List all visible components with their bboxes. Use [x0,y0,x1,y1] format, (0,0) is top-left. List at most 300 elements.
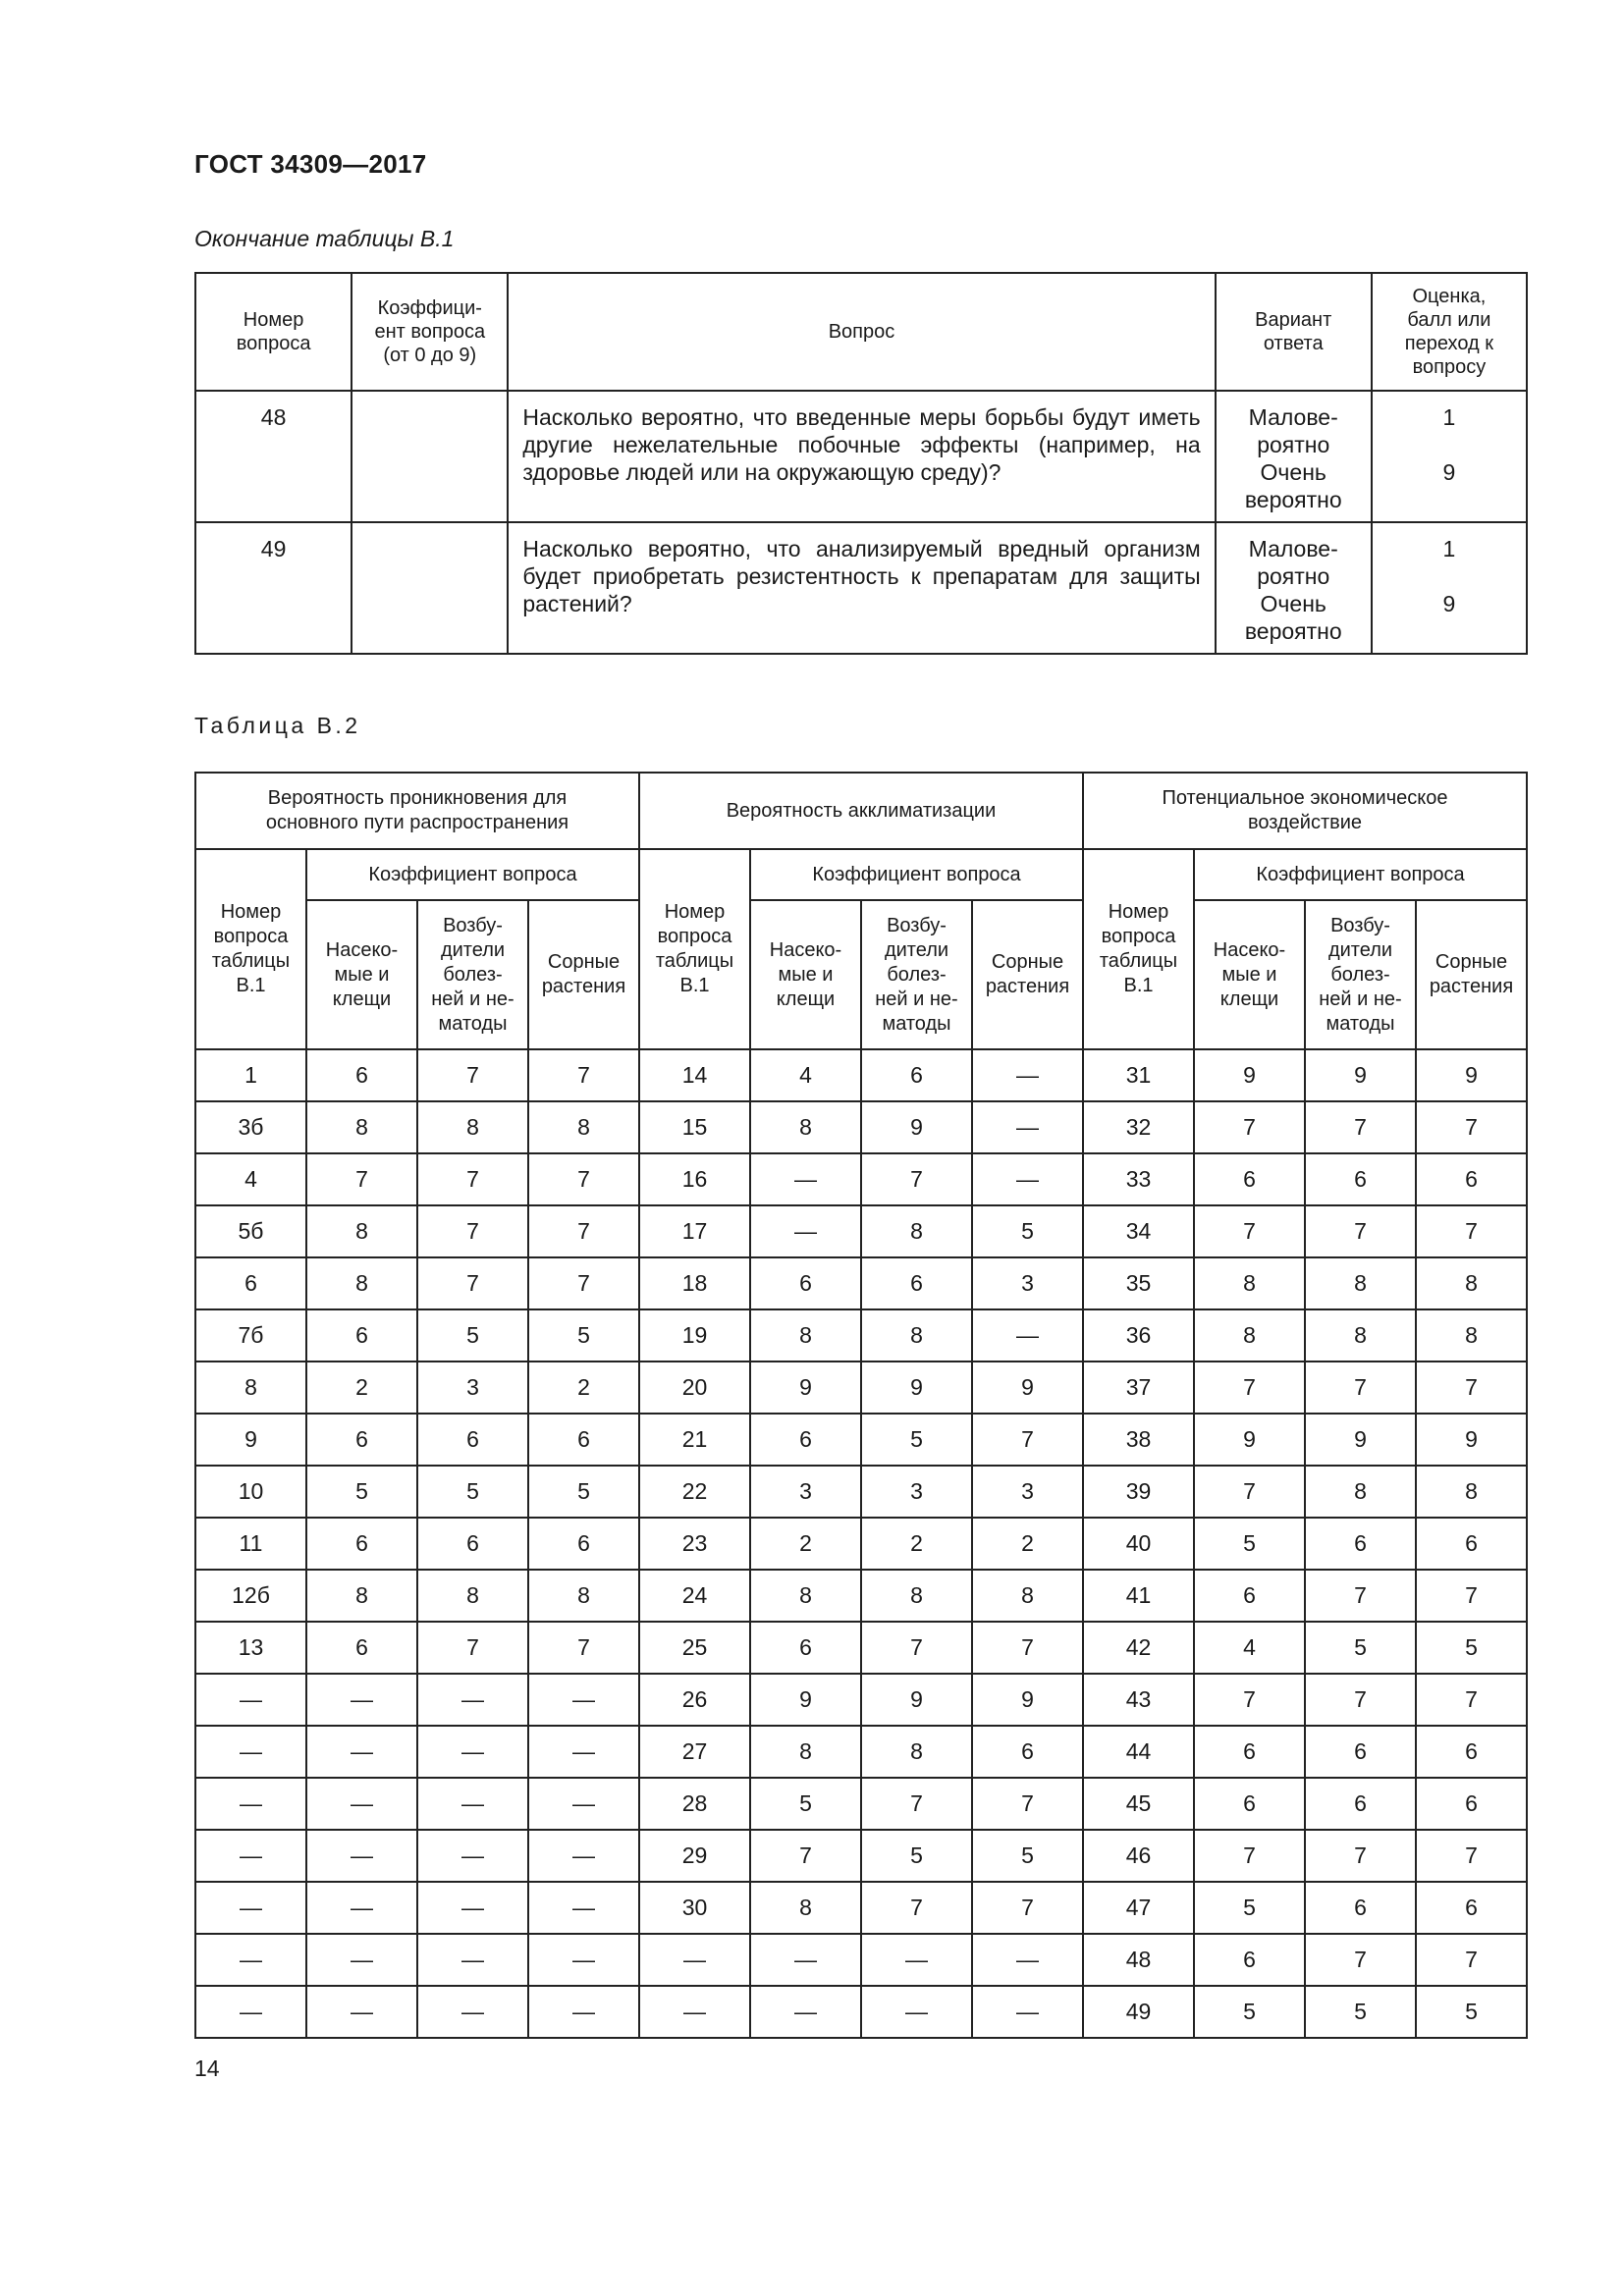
table-cell: — [417,1830,528,1882]
table-cell: 17 [639,1205,750,1257]
table-cell: 8 [417,1570,528,1622]
table-row [195,1674,1527,1726]
table-cell: 7 [972,1622,1083,1674]
table-cell: — [195,1934,306,1986]
table-cell: — [417,1934,528,1986]
table-cell: — [306,1934,417,1986]
table-cell: 5 [972,1830,1083,1882]
table-cell: — [417,1778,528,1830]
table-cell: 30 [639,1882,750,1934]
table-b1-header-cell: Вопрос [508,273,1215,391]
table-cell: 6 [861,1049,972,1101]
table-cell: 23 [639,1518,750,1570]
table-cell: 19 [639,1309,750,1362]
table-cell: 47 [1083,1882,1194,1934]
table-cell: 41 [1083,1570,1194,1622]
table-cell: 13 [195,1622,306,1674]
table-cell: 7 [1194,1101,1305,1153]
table-b2-caption: Таблица В.2 [194,713,361,738]
table-cell: 6 [306,1622,417,1674]
table-cell: — [861,1934,972,1986]
table-cell: 42 [1083,1622,1194,1674]
table-cell: 27 [639,1726,750,1778]
table-cell: 7 [1194,1466,1305,1518]
answer-option: Очень вероятно [1244,591,1342,644]
table-cell: — [639,1934,750,1986]
table-b2-group-header-row [195,773,1527,849]
table-cell: — [195,1778,306,1830]
table-cell: 7 [1416,1674,1527,1726]
score-value: 1 [1442,404,1456,430]
table-cell: 3 [417,1362,528,1414]
score-value: 9 [1442,459,1456,485]
table-cell: 7 [1194,1205,1305,1257]
question-coefficient [352,522,508,654]
table-cell: — [528,1778,639,1830]
table-cell: 6 [1416,1518,1527,1570]
table-row [195,1101,1527,1153]
table-cell: — [750,1986,861,2038]
sub-header-pathogens: Возбу-дители болез-ней и не-матоды [1305,900,1416,1049]
table-cell: 6 [195,1257,306,1309]
table-cell: 4 [195,1153,306,1205]
table-cell: 7б [195,1309,306,1362]
table-cell: — [306,1882,417,1934]
table-cell: 9 [861,1674,972,1726]
table-cell: 24 [639,1570,750,1622]
table-cell: 8 [1194,1257,1305,1309]
table-cell: — [528,1830,639,1882]
table-row [195,1726,1527,1778]
table-cell: 6 [528,1414,639,1466]
coef-header: Коэффициент вопроса [1194,849,1527,900]
table-cell: 5 [306,1466,417,1518]
table-cell: 7 [861,1153,972,1205]
table-cell: 7 [1416,1205,1527,1257]
table-row [195,1257,1527,1309]
table-row [195,1622,1527,1674]
table-row [195,1362,1527,1414]
table-cell: 7 [306,1153,417,1205]
table-cell: — [195,1830,306,1882]
table-cell: 6 [861,1257,972,1309]
table-cell: 2 [861,1518,972,1570]
table-cell: — [417,1726,528,1778]
table-b1-header-cell: Вариант ответа [1216,273,1372,391]
table-cell: — [417,1674,528,1726]
table-cell: 7 [1194,1362,1305,1414]
table-cell: 7 [1416,1101,1527,1153]
table-cell: 2 [750,1518,861,1570]
table-cell: 6 [750,1257,861,1309]
table-row [195,1518,1527,1570]
table-cell: 1 [195,1049,306,1101]
table-cell: 5 [528,1309,639,1362]
table-cell: 5б [195,1205,306,1257]
table-cell: 39 [1083,1466,1194,1518]
group-header-economic-impact: Потенциальное экономическое воздействие [1083,773,1527,849]
table-b2 [194,772,1528,2039]
table-cell: 7 [1305,1362,1416,1414]
table-cell: 8 [1416,1257,1527,1309]
table-cell: 8 [1416,1466,1527,1518]
table-cell: 8 [750,1309,861,1362]
document-header: ГОСТ 34309—2017 [194,149,427,179]
table-cell: 5 [1416,1622,1527,1674]
table-cell: 6 [1416,1153,1527,1205]
question-number: 49 [195,522,352,654]
table-cell: 9 [1416,1414,1527,1466]
table-cell: 6 [1305,1726,1416,1778]
table-row [195,391,1527,522]
table-cell: 7 [1305,1830,1416,1882]
table-cell: 9 [861,1101,972,1153]
table-cell: 6 [750,1414,861,1466]
sub-header-pathogens: Возбу-дители болез-ней и не-матоды [861,900,972,1049]
table-cell: 6 [1305,1882,1416,1934]
table-cell: — [306,1778,417,1830]
table-cell: 8 [306,1101,417,1153]
table-cell: — [195,1882,306,1934]
table-cell: 9 [861,1362,972,1414]
table-cell: 7 [1305,1205,1416,1257]
table-cell: 4 [1194,1622,1305,1674]
page-number: 14 [194,2056,220,2081]
table-cell: 8 [1305,1257,1416,1309]
answer-variants [1216,391,1372,522]
table-cell: 7 [1194,1830,1305,1882]
sub-header-weeds: Сорные растения [528,900,639,1049]
table-cell: 7 [528,1205,639,1257]
table-cell: 6 [1194,1153,1305,1205]
table-cell: — [195,1986,306,2038]
table-cell: 7 [1305,1570,1416,1622]
table-cell: 6 [1416,1726,1527,1778]
table-row [195,1309,1527,1362]
table-row [195,1778,1527,1830]
table-cell: 6 [1194,1570,1305,1622]
table-cell: 38 [1083,1414,1194,1466]
table-cell: 8 [861,1726,972,1778]
table-cell: 46 [1083,1830,1194,1882]
table-cell: — [750,1153,861,1205]
table-cell: 9 [1305,1049,1416,1101]
table-cell: 6 [1194,1778,1305,1830]
table-cell: 7 [972,1414,1083,1466]
table-cell: 5 [417,1309,528,1362]
table-row [195,1934,1527,1986]
answer-option: Малове-роятно [1248,536,1338,589]
table-cell: 6 [306,1309,417,1362]
table-cell: 8 [306,1570,417,1622]
question-text: Насколько вероятно, что введенные меры борьбы будут иметь другие нежелательные побочные эффекты (например, на здоровье людей или на окружающую среду)? [508,391,1215,522]
table-cell: 3б [195,1101,306,1153]
table-cell: 16 [639,1153,750,1205]
table-cell: — [306,1674,417,1726]
question-text: Насколько вероятно, что анализируемый вредный организм будет приобретать резистентность к препаратам для защиты растений? [508,522,1215,654]
sub-header-insects: Насеко-мые и клещи [750,900,861,1049]
coef-header: Коэффициент вопроса [306,849,639,900]
table-cell: 6 [417,1518,528,1570]
answer-option: Малове-роятно [1248,404,1338,457]
table-b2-coef-header-row [195,849,1527,900]
table-cell: 11 [195,1518,306,1570]
table-cell: 8 [750,1101,861,1153]
table-cell: — [639,1986,750,2038]
table-cell: 7 [1416,1830,1527,1882]
table-row [195,1414,1527,1466]
table-cell: 7 [861,1882,972,1934]
table-cell: 7 [972,1778,1083,1830]
table-cell: 7 [1194,1674,1305,1726]
table-cell: 7 [417,1049,528,1101]
table-row [195,1205,1527,1257]
table-cell: 6 [750,1622,861,1674]
table-cell: — [972,1986,1083,2038]
sub-header-insects: Насеко-мые и клещи [1194,900,1305,1049]
table-cell: — [528,1726,639,1778]
table-cell: — [528,1674,639,1726]
table-cell: — [306,1830,417,1882]
group-header-penetration: Вероятность проникновения для основного пути распространения [195,773,639,849]
table-cell: 5 [861,1830,972,1882]
table-cell: 9 [750,1674,861,1726]
table-b1-header-cell: Оценка, балл или переход к вопросу [1372,273,1527,391]
table-cell: 7 [528,1257,639,1309]
num-header: Номер вопроса таблицы В.1 [639,849,750,1049]
table-cell: — [972,1049,1083,1101]
table-cell: 5 [1305,1622,1416,1674]
table-cell: 9 [1416,1049,1527,1101]
table-cell: — [972,1153,1083,1205]
table-cell: 5 [528,1466,639,1518]
table-cell: 7 [861,1778,972,1830]
table-cell: 34 [1083,1205,1194,1257]
table-cell: 8 [750,1570,861,1622]
table-cell: 7 [1305,1101,1416,1153]
table-cell: 33 [1083,1153,1194,1205]
table-cell: — [306,1986,417,2038]
table-cell: 35 [1083,1257,1194,1309]
table-row [195,1830,1527,1882]
table-cell: 4 [750,1049,861,1101]
table-row [195,1049,1527,1101]
table-cell: 6 [1305,1518,1416,1570]
table-cell: 3 [972,1257,1083,1309]
table-cell: 48 [1083,1934,1194,1986]
table-cell: 6 [1194,1934,1305,1986]
table-cell: — [750,1934,861,1986]
table-b1-header-cell: Коэффици-ент вопроса (от 0 до 9) [352,273,508,391]
table-cell: 5 [1194,1518,1305,1570]
table-cell: 6 [1416,1882,1527,1934]
table-cell: 8 [306,1205,417,1257]
score-value: 1 [1442,536,1456,561]
sub-header-pathogens: Возбу-дители болез-ней и не-матоды [417,900,528,1049]
table-b1-header-row [195,273,1527,391]
table-cell: — [195,1726,306,1778]
sub-header-weeds: Сорные растения [1416,900,1527,1049]
question-coefficient [352,391,508,522]
table-cell: 6 [1416,1778,1527,1830]
group-header-acclimatization: Вероятность акклиматизации [639,773,1083,849]
table-cell: 5 [1305,1986,1416,2038]
answer-scores [1372,522,1527,654]
table-cell: 6 [306,1518,417,1570]
table-cell: — [417,1986,528,2038]
table-cell: 8 [1416,1309,1527,1362]
table-cell: — [528,1882,639,1934]
table-cell: 7 [1305,1674,1416,1726]
table-cell: 7 [528,1049,639,1101]
table-cell: 9 [972,1362,1083,1414]
table-cell: — [195,1674,306,1726]
table-cell: 2 [528,1362,639,1414]
table-b1-caption: Окончание таблицы В.1 [194,226,455,251]
table-cell: 5 [750,1778,861,1830]
table-cell: 5 [861,1414,972,1466]
table-cell: 2 [306,1362,417,1414]
table-cell: 8 [528,1570,639,1622]
table-cell: 9 [195,1414,306,1466]
answer-option: Очень вероятно [1244,459,1342,512]
table-row [195,522,1527,654]
table-cell: 43 [1083,1674,1194,1726]
table-cell: — [528,1934,639,1986]
table-cell: 15 [639,1101,750,1153]
table-cell: 36 [1083,1309,1194,1362]
table-cell: 6 [972,1726,1083,1778]
table-cell: 6 [306,1049,417,1101]
table-cell: 7 [861,1622,972,1674]
table-cell: 8 [861,1570,972,1622]
table-cell: 7 [417,1257,528,1309]
table-cell: 3 [750,1466,861,1518]
table-cell: — [528,1986,639,2038]
table-cell: 9 [1305,1414,1416,1466]
table-cell: — [750,1205,861,1257]
table-cell: 40 [1083,1518,1194,1570]
table-cell: 49 [1083,1986,1194,2038]
table-cell: 29 [639,1830,750,1882]
table-cell: — [972,1101,1083,1153]
table-cell: — [972,1309,1083,1362]
table-cell: 5 [1416,1986,1527,2038]
table-cell: 18 [639,1257,750,1309]
question-number: 48 [195,391,352,522]
table-cell: 8 [195,1362,306,1414]
table-cell: 9 [1194,1049,1305,1101]
table-cell: 6 [417,1414,528,1466]
table-cell: 6 [528,1518,639,1570]
table-cell: 7 [1416,1570,1527,1622]
table-cell: — [306,1726,417,1778]
table-cell: 21 [639,1414,750,1466]
table-cell: 7 [417,1205,528,1257]
table-cell: 7 [1416,1362,1527,1414]
sub-header-weeds: Сорные растения [972,900,1083,1049]
table-cell: 3 [972,1466,1083,1518]
num-header: Номер вопроса таблицы В.1 [1083,849,1194,1049]
table-cell: 6 [1305,1778,1416,1830]
table-cell: 7 [417,1622,528,1674]
table-cell: 9 [972,1674,1083,1726]
table-cell: 32 [1083,1101,1194,1153]
table-row [195,1153,1527,1205]
table-cell: 9 [750,1362,861,1414]
table-cell: 7 [1305,1934,1416,1986]
table-cell: 2 [972,1518,1083,1570]
table-cell: 6 [1194,1726,1305,1778]
table-cell: 8 [1305,1309,1416,1362]
table-cell: 5 [417,1466,528,1518]
table-b2-body [195,1049,1527,2038]
table-cell: 20 [639,1362,750,1414]
table-cell: 7 [750,1830,861,1882]
table-cell: 8 [1305,1466,1416,1518]
sub-header-insects: Насеко-мые и клещи [306,900,417,1049]
table-cell: 8 [417,1101,528,1153]
table-cell: 14 [639,1049,750,1101]
table-cell: 44 [1083,1726,1194,1778]
table-cell: 7 [1416,1934,1527,1986]
table-cell: 7 [528,1153,639,1205]
table-cell: 7 [528,1622,639,1674]
table-cell: 22 [639,1466,750,1518]
table-cell: 6 [1305,1153,1416,1205]
table-cell: 5 [1194,1882,1305,1934]
table-cell: 8 [750,1882,861,1934]
table-cell: 37 [1083,1362,1194,1414]
table-cell: 12б [195,1570,306,1622]
table-cell: 8 [306,1257,417,1309]
table-cell: 8 [528,1101,639,1153]
table-cell: 5 [972,1205,1083,1257]
answer-scores [1372,391,1527,522]
table-row [195,1466,1527,1518]
answer-variants [1216,522,1372,654]
table-cell: 9 [1194,1414,1305,1466]
coef-header: Коэффициент вопроса [750,849,1083,900]
table-row [195,1986,1527,2038]
table-cell: 7 [972,1882,1083,1934]
table-cell: 28 [639,1778,750,1830]
num-header: Номер вопроса таблицы В.1 [195,849,306,1049]
table-cell: — [861,1986,972,2038]
table-cell: 45 [1083,1778,1194,1830]
score-value: 9 [1442,591,1456,616]
table-row [195,1882,1527,1934]
table-cell: 26 [639,1674,750,1726]
table-b1-header-cell: Номер вопроса [195,273,352,391]
table-cell: 10 [195,1466,306,1518]
table-cell: 31 [1083,1049,1194,1101]
table-cell: 8 [750,1726,861,1778]
table-cell: 25 [639,1622,750,1674]
table-row [195,1570,1527,1622]
table-cell: — [972,1934,1083,1986]
table-cell: 8 [861,1309,972,1362]
table-cell: 3 [861,1466,972,1518]
table-cell: 7 [417,1153,528,1205]
table-cell: 8 [972,1570,1083,1622]
table-cell: 5 [1194,1986,1305,2038]
table-cell: 6 [306,1414,417,1466]
table-b1-continuation [194,272,1528,655]
table-cell: 8 [861,1205,972,1257]
table-cell: 8 [1194,1309,1305,1362]
table-cell: — [417,1882,528,1934]
